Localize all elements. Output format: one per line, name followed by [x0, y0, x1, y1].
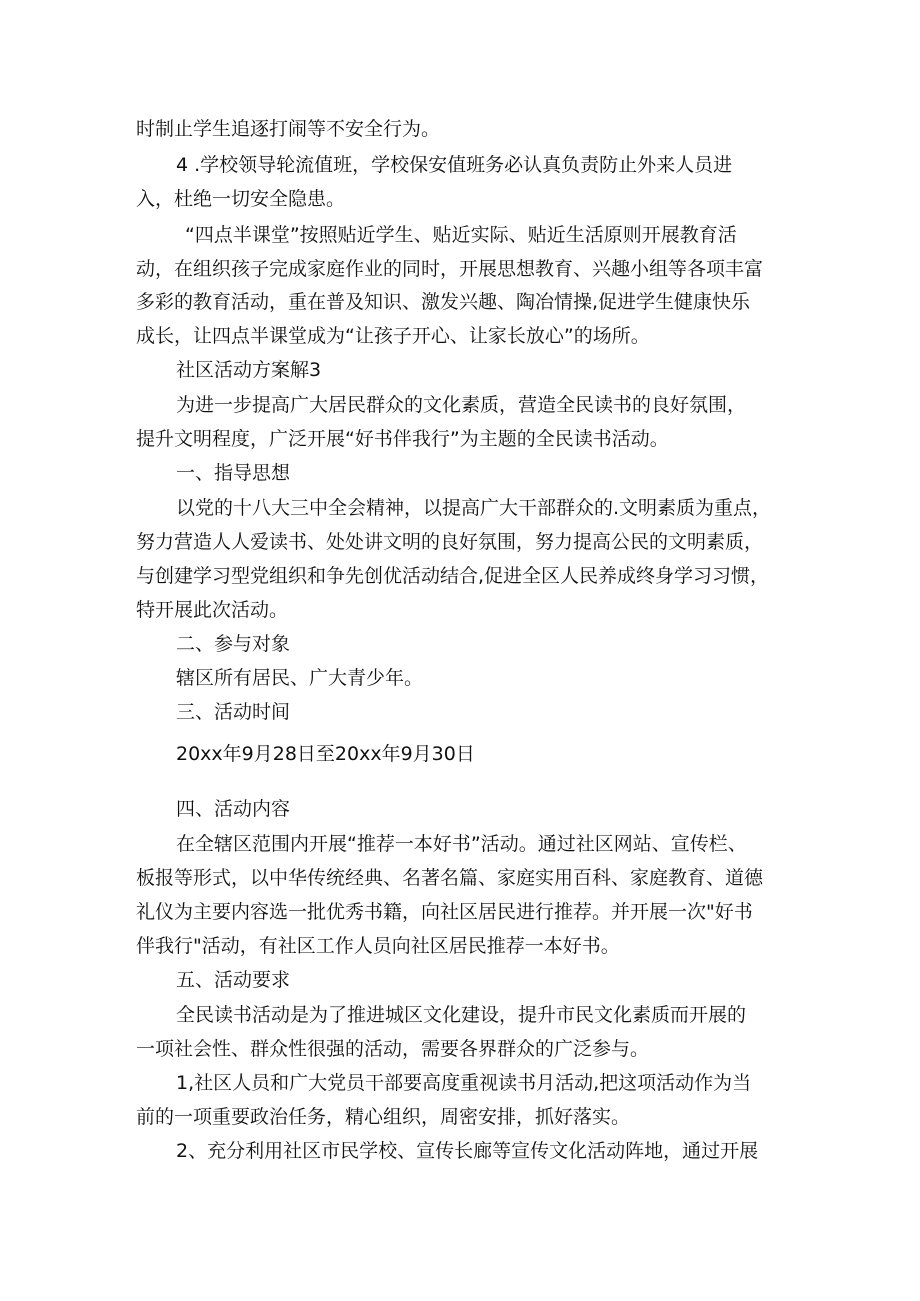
text-line: 入，杜绝一切安全隐患。	[136, 188, 346, 210]
text-line: 礼仪为主要内容选一批优秀书籍，向社区居民进行推荐。并开展一次"好书	[136, 901, 753, 923]
activity-date-range: 20xx年9月28日至20xx年9月30日	[176, 743, 475, 765]
section-title: 社区活动方案解3	[176, 359, 322, 381]
text-line: 1,社区人员和广大党员干部要高度重视读书月活动,把这项活动作为当	[176, 1072, 752, 1094]
text-line: 努力营造人人爱读书、处处讲文明的良好氛围，努力提高公民的文明素质，	[136, 531, 764, 553]
text-line: 板报等形式，以中华传统经典、名著名篇、家庭实用百科、家庭教育、道德	[136, 867, 764, 889]
text-line: 成长，让四点半课堂成为“让孩子开心、让家长放心”的场所。	[136, 325, 650, 347]
heading-guiding-thought: 一、指导思想	[176, 462, 291, 484]
heading-activity-content: 四、活动内容	[176, 798, 291, 820]
text-line: 提升文明程度，广泛开展“好书伴我行”为主题的全民读书活动。	[136, 428, 669, 450]
text-line: 辖区所有居民、广大青少年。	[176, 667, 424, 689]
text-line: 以党的十八大三中全会精神，以提高广大干部群众的.文明素质为重点，	[176, 497, 772, 519]
text-line: 4 .学校领导轮流值班，学校保安值班务必认真负责防止外来人员进	[176, 154, 733, 176]
text-line: 全民读书活动是为了推进城区文化建设，提升市民文化素质而开展的	[176, 1004, 747, 1026]
heading-activity-time: 三、活动时间	[176, 701, 291, 723]
text-line: 多彩的教育活动，重在普及知识、激发兴趣、陶冶情操,促进学生健康快乐	[136, 291, 751, 313]
text-line: 与创建学习型党组织和争先创优活动结合,促进全区人民养成终身学习习惯，	[136, 565, 770, 587]
text-line: 一项社会性、群众性很强的活动，需要各界群众的广泛参与。	[136, 1038, 650, 1060]
text-line: 动，在组织孩子完成家庭作业的同时，开展思想教育、兴趣小组等各项丰富	[136, 258, 764, 280]
text-line: 伴我行"活动，有社区工作人员向社区居民推荐一本好书。	[136, 935, 620, 957]
text-line: 为进一步提高广大居民群众的文化素质，营造全民读书的良好氛围，	[176, 394, 747, 416]
text-line: 2、充分利用社区市民学校、宣传长廊等宣传文化活动阵地，通过开展	[176, 1140, 759, 1162]
text-line: 在全辖区范围内开展“推荐一本好书”活动。通过社区网站、宣传栏、	[176, 833, 747, 855]
heading-participants: 二、参与对象	[176, 633, 291, 655]
text-line: 前的一项重要政治任务，精心组织，周密安排，抓好落实。	[136, 1106, 631, 1128]
heading-activity-requirements: 五、活动要求	[176, 969, 291, 991]
text-line: “四点半课堂”按照贴近学生、贴近实际、贴近生活原则开展教育活	[185, 224, 737, 246]
text-line: 时制止学生追逐打闹等不安全行为。	[136, 118, 441, 140]
text-line: 特开展此次活动。	[136, 599, 289, 621]
